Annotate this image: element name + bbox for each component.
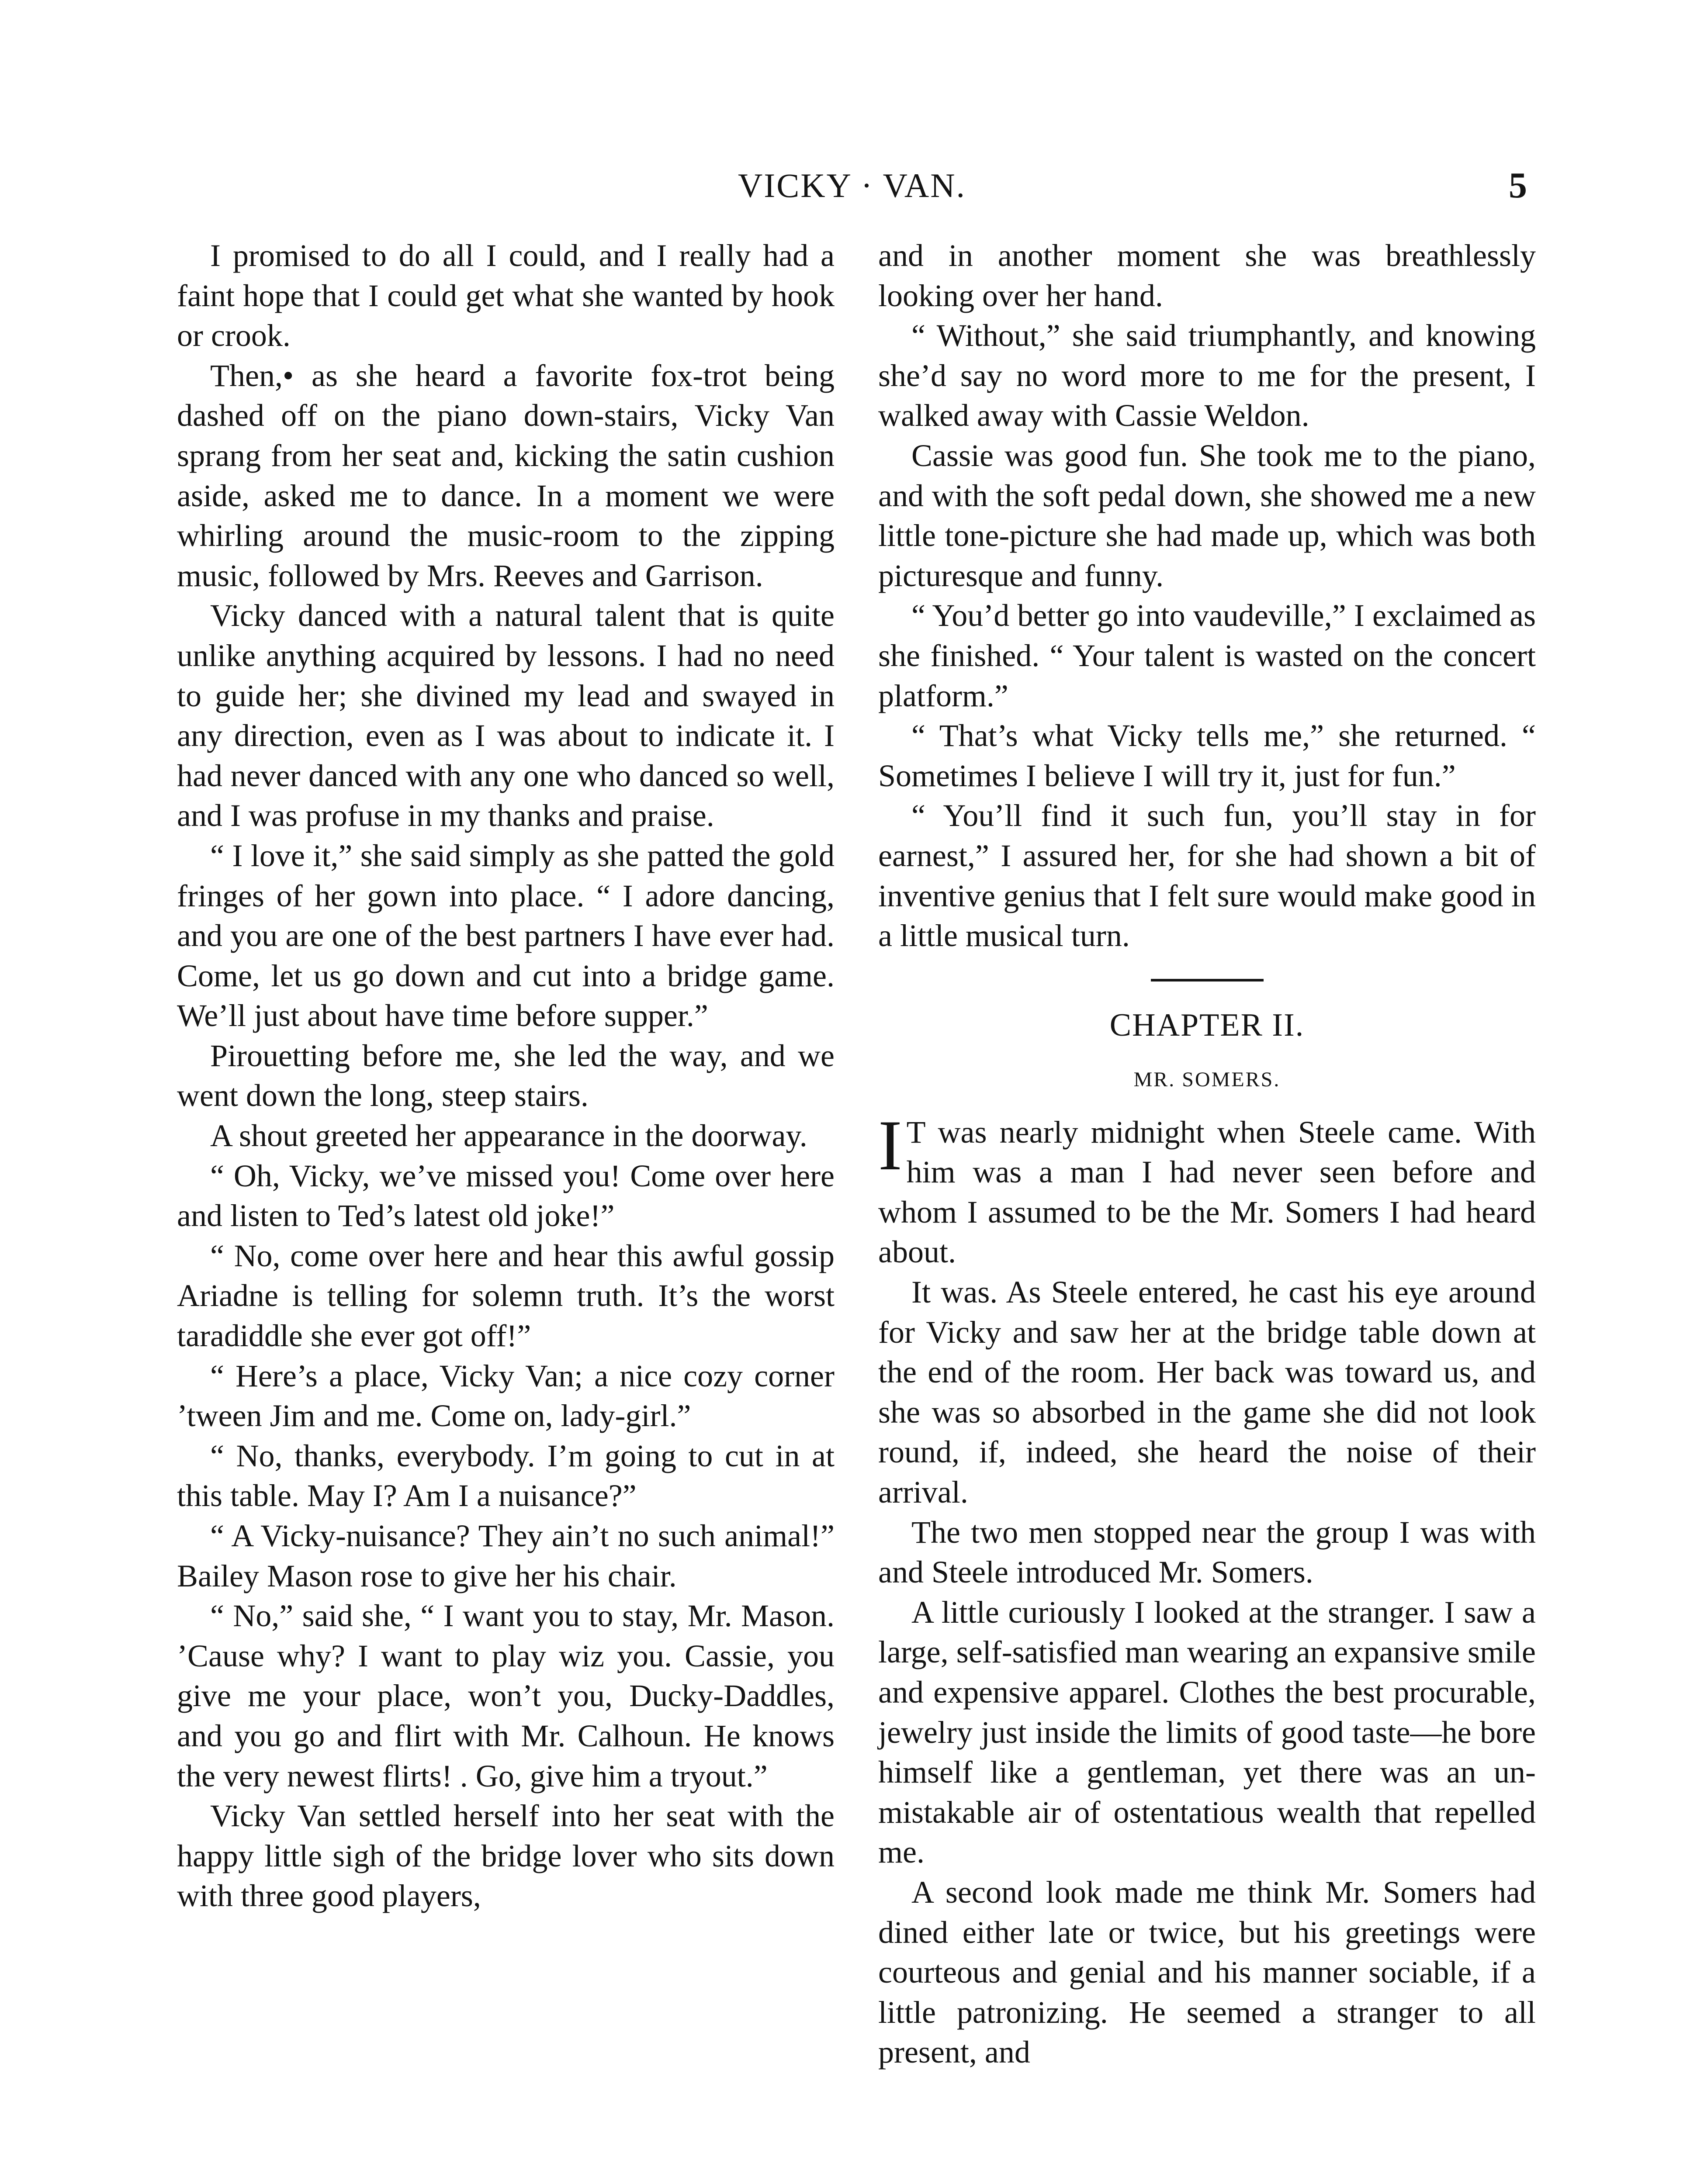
right-column [878, 236, 1536, 2073]
paragraph: Then,• as she heard a favorite fox-trot being dashed off on the piano down-stairs, Vicky Van sprang from her seat and, kicking the satin cushion aside, asked me to dance. In a moment we were whirling around the music-room to the zipping music, followed by Mrs. Reeves and Garrison. [177, 358, 835, 593]
opening-paragraph-text: T was nearly midnight when Steele came. With him was a man I had never seen before and whom I assumed to be the Mr. Somers I had heard about. [878, 1114, 1536, 1270]
running-head [0, 162, 1704, 210]
paragraph: “ A Vicky-nuisance? They ain’t no such animal!” Bailey Mason rose to give her his chair. [177, 1518, 835, 1593]
page-number: 5 [1509, 165, 1527, 206]
paragraph: “ Here’s a place, Vicky Van; a nice cozy corner ’tween Jim and me. Come on, lady-girl.” [177, 1358, 835, 1434]
paragraph: Pirouetting before me, she led the way, and we went down the long, steep stairs. [177, 1038, 835, 1113]
paragraph: It was. As Steele entered, he cast his eye around for Vicky and saw her at the bridge table down at the end of the room. Her back was toward us, and she was so absorbed in the game she did not look round, if, indeed, she heard the noise of their arrival. [878, 1275, 1536, 1510]
paragraph: “ You’ll find it such fun, you’ll stay in for earnest,” I assured her, for she had shown a bit of inventive genius that I felt sure would make good in a little musical turn. [878, 798, 1536, 954]
paragraph: “ Oh, Vicky, we’ve missed you! Come over here and listen to Ted’s latest old joke!” [177, 1158, 835, 1234]
paragraph: “ I love it,” she said simply as she patted the gold fringes of her gown into place. “ I adore dancing, and you are one of the best partners I have ever had. Come, let us go down and cut into a bridge game. We’ll just about have time before supper.” [177, 838, 835, 1033]
paragraph: “ You’d better go into vaudeville,” I exclaimed as she finished. “ Your talent is wasted on the concert platform.” [878, 598, 1536, 713]
chapter-subtitle: MR. SOMERS. [1133, 1068, 1281, 1091]
paragraph: A second look made me think Mr. Somers had dined either late or twice, but his greetings were courteous and genial and his manner sociable, if a little patronizing. He seemed a stranger to all present, and [878, 1874, 1536, 2070]
paragraph: “ No, come over here and hear this awful gossip Ariadne is telling for solemn truth. It’s the worst taradiddle she ever got off!” [177, 1238, 835, 1354]
paragraph: “ No,” said she, “ I want you to stay, Mr. Mason. ’Cause why? I want to play wiz you. Cassie, you give me your place, won’t you, Ducky-Daddles, and you go and flirt with Mr. Calhoun. He knows the very newest flirts! . Go, give him a tryout.” [177, 1598, 835, 1794]
paragraph: Cassie was good fun. She took me to the piano, and with the soft pedal down, she showed me a new little tone-picture she had made up, which was both picturesque and funny. [878, 438, 1536, 593]
paragraph: Vicky danced with a natural talent that is quite unlike anything acquired by lessons. I had no need to guide her; she divined my lead and swayed in any direction, even as I was about to indicate it. I had never danced with any one who danced so well, and I was profuse in my thanks and praise. [177, 598, 835, 833]
paragraph: Vicky Van settled herself into her seat with the happy little sigh of the bridge lover who sits down with three good players, [177, 1798, 835, 1914]
paragraph: The two men stopped near the group I was with and Steele introduced Mr. Somers. [878, 1514, 1536, 1590]
paragraph: A shout greeted her appearance in the doorway. [210, 1118, 807, 1154]
paragraph: “ No, thanks, everybody. I’m going to cut in at this table. May I? Am I a nuisance?” [177, 1438, 835, 1514]
paragraph: “ Without,” she said triumphantly, and knowing she’d say no word more to me for the present, I walked away with Cassie Weldon. [878, 318, 1536, 433]
paragraph: A little curiously I looked at the stranger. I saw a large, self-satisfied man wearing an expansive smile and expensive apparel. Clothes the best procurable, jewelry just inside the limits of good taste—he bore himself like a gentleman, yet there was an unmistakable air of ostentatious wealth that repelled me. [878, 1594, 1536, 1870]
chapter-divider-rule [1151, 979, 1264, 981]
left-column [177, 236, 835, 1916]
chapter-title: CHAPTER II. [1109, 1007, 1305, 1043]
drop-cap: I [878, 1106, 902, 1185]
paragraph: and in another moment she was breathlessly looking over her hand. [878, 238, 1536, 313]
paragraph: I promised to do all I could, and I really had a faint hope that I could get what she wanted by hook or crook. [177, 238, 835, 353]
chapter-opening-paragraph [878, 1106, 1536, 1272]
running-title: VICKY · VAN. [738, 166, 966, 204]
paragraph: “ That’s what Vicky tells me,” she returned. “ Sometimes I believe I will try it, just for fun.” [878, 718, 1536, 793]
